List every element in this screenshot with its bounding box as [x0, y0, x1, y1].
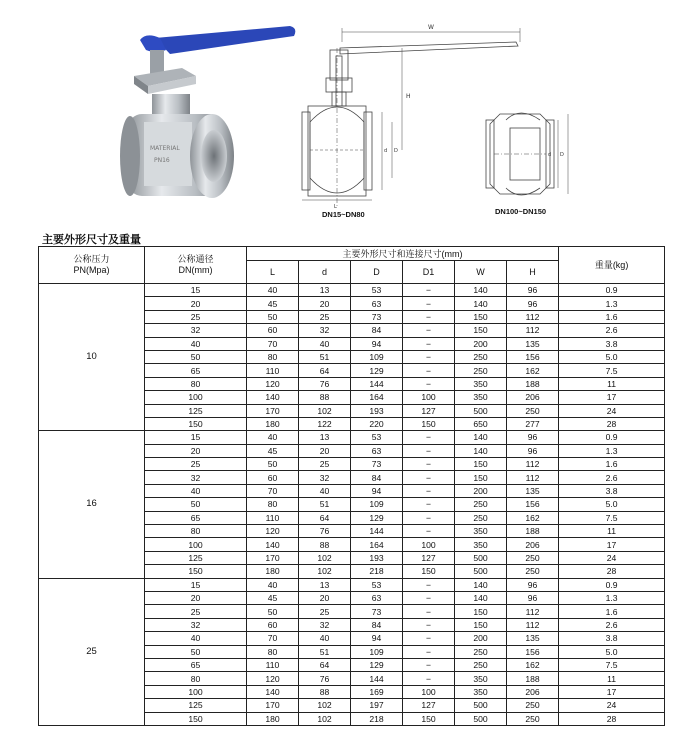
table-cell: 125 — [145, 551, 247, 564]
table-cell: − — [403, 377, 455, 390]
table-cell: 100 — [403, 538, 455, 551]
col-header-w: W — [455, 261, 507, 284]
table-cell: 112 — [507, 458, 559, 471]
table-cell: 20 — [299, 591, 351, 604]
table-cell: 277 — [507, 417, 559, 430]
table-cell: − — [403, 498, 455, 511]
table-cell: 50 — [145, 498, 247, 511]
table-cell: 96 — [507, 444, 559, 457]
table-cell: 0.9 — [559, 578, 665, 591]
table-cell: 2.6 — [559, 618, 665, 631]
table-cell: 40 — [299, 484, 351, 497]
table-cell: 94 — [351, 484, 403, 497]
table-cell: 50 — [145, 350, 247, 363]
table-cell: 169 — [351, 685, 403, 698]
table-cell: 180 — [247, 417, 299, 430]
table-cell: 135 — [507, 337, 559, 350]
table-cell: − — [403, 337, 455, 350]
table-cell: − — [403, 471, 455, 484]
table-cell: 250 — [507, 404, 559, 417]
table-cell: 32 — [145, 324, 247, 337]
table-cell: 94 — [351, 337, 403, 350]
col-header-d: D — [351, 261, 403, 284]
table-cell: 25 — [299, 605, 351, 618]
table-cell: − — [403, 284, 455, 297]
table-cell: 70 — [247, 632, 299, 645]
table-cell: − — [403, 658, 455, 671]
table-cell: 140 — [455, 578, 507, 591]
table-cell: 188 — [507, 377, 559, 390]
table-cell: 40 — [247, 284, 299, 297]
table-cell: 350 — [455, 391, 507, 404]
table-cell: 20 — [145, 591, 247, 604]
table-cell: − — [403, 525, 455, 538]
table-row — [39, 431, 665, 444]
col-header-d: d — [299, 261, 351, 284]
table-cell: − — [403, 605, 455, 618]
table-cell: 125 — [145, 404, 247, 417]
table-cell: 40 — [145, 337, 247, 350]
table-cell: 135 — [507, 484, 559, 497]
table-cell: 25 — [145, 458, 247, 471]
svg-text:PN16: PN16 — [154, 157, 170, 164]
table-cell: 140 — [455, 444, 507, 457]
table-cell: 156 — [507, 350, 559, 363]
table-cell: 150 — [455, 324, 507, 337]
table-cell: 250 — [455, 645, 507, 658]
table-cell: 1.6 — [559, 310, 665, 323]
table-cell: 45 — [247, 444, 299, 457]
table-cell: 76 — [299, 672, 351, 685]
col-header-pn: 公称压力 PN(Mpa) — [39, 247, 145, 284]
table-cell: 76 — [299, 377, 351, 390]
table-cell: 1.3 — [559, 444, 665, 457]
table-cell: 65 — [145, 364, 247, 377]
table-cell: 25 — [145, 310, 247, 323]
table-cell: 500 — [455, 712, 507, 725]
table-cell: 5.0 — [559, 645, 665, 658]
table-cell: 1.3 — [559, 297, 665, 310]
table-cell: 88 — [299, 538, 351, 551]
table-cell: 150 — [455, 605, 507, 618]
table-cell: 17 — [559, 391, 665, 404]
table-cell: 102 — [299, 551, 351, 564]
table-cell: 60 — [247, 618, 299, 631]
table-cell: 180 — [247, 565, 299, 578]
table-cell: 100 — [145, 538, 247, 551]
table-cell: 144 — [351, 672, 403, 685]
table-cell: 110 — [247, 364, 299, 377]
table-cell: 170 — [247, 699, 299, 712]
col-header-dn: 公称通径 DN(mm) — [145, 247, 247, 284]
table-cell: 32 — [145, 471, 247, 484]
table-cell: 350 — [455, 538, 507, 551]
table-cell: 25 — [299, 458, 351, 471]
pn-cell: 16 — [39, 431, 145, 578]
table-cell: 140 — [455, 284, 507, 297]
table-cell: 13 — [299, 431, 351, 444]
table-cell: 120 — [247, 525, 299, 538]
dim-l-label: L — [334, 204, 337, 210]
table-cell: 110 — [247, 658, 299, 671]
table-cell: 0.9 — [559, 431, 665, 444]
dim-d-label: D — [394, 148, 398, 154]
table-cell: 140 — [247, 391, 299, 404]
table-cell: 50 — [247, 605, 299, 618]
table-cell: 188 — [507, 672, 559, 685]
table-cell: 206 — [507, 685, 559, 698]
svg-text:MATERIAL: MATERIAL — [150, 145, 180, 152]
table-cell: 218 — [351, 712, 403, 725]
table-cell: 140 — [455, 591, 507, 604]
table-cell: − — [403, 591, 455, 604]
table-cell: 80 — [145, 377, 247, 390]
dimensions-table — [38, 246, 665, 726]
table-cell: 64 — [299, 511, 351, 524]
table-cell: 20 — [299, 297, 351, 310]
table-cell: 96 — [507, 591, 559, 604]
table-cell: 150 — [145, 565, 247, 578]
table-cell: 20 — [145, 297, 247, 310]
table-cell: 40 — [145, 632, 247, 645]
table-cell: 25 — [145, 605, 247, 618]
table-cell: − — [403, 578, 455, 591]
table-cell: 50 — [247, 310, 299, 323]
table-cell: 120 — [247, 377, 299, 390]
table-cell: 206 — [507, 538, 559, 551]
col-group-dimensions: 主要外形尺寸和连接尺寸(mm) — [247, 247, 559, 261]
table-cell: 164 — [351, 391, 403, 404]
pn-cell: 10 — [39, 284, 145, 431]
table-cell: 45 — [247, 591, 299, 604]
table-cell: 3.8 — [559, 632, 665, 645]
dim-d-label-2: D — [560, 152, 564, 158]
table-cell: 129 — [351, 658, 403, 671]
table-cell: − — [403, 458, 455, 471]
table-cell: 129 — [351, 364, 403, 377]
table-cell: 200 — [455, 632, 507, 645]
table-cell: 218 — [351, 565, 403, 578]
table-cell: 88 — [299, 391, 351, 404]
table-cell: − — [403, 364, 455, 377]
table-cell: 63 — [351, 591, 403, 604]
dim-h-label: H — [406, 93, 411, 100]
table-cell: 102 — [299, 712, 351, 725]
table-cell: 112 — [507, 310, 559, 323]
table-cell: 109 — [351, 498, 403, 511]
table-cell: 125 — [145, 699, 247, 712]
table-cell: 15 — [145, 578, 247, 591]
table-cell: 127 — [403, 699, 455, 712]
table-cell: 120 — [247, 672, 299, 685]
table-cell: 80 — [247, 645, 299, 658]
table-cell: 156 — [507, 498, 559, 511]
table-cell: 65 — [145, 511, 247, 524]
table-cell: 180 — [247, 712, 299, 725]
table-cell: 94 — [351, 632, 403, 645]
table-cell: 7.5 — [559, 364, 665, 377]
valve-photo — [100, 10, 310, 210]
table-cell: 250 — [455, 498, 507, 511]
table-cell: 500 — [455, 551, 507, 564]
table-cell: 188 — [507, 525, 559, 538]
table-cell: 140 — [455, 297, 507, 310]
table-cell: 350 — [455, 685, 507, 698]
table-cell: 350 — [455, 377, 507, 390]
table-cell: 109 — [351, 350, 403, 363]
table-cell: 110 — [247, 511, 299, 524]
table-cell: 45 — [247, 297, 299, 310]
table-cell: − — [403, 484, 455, 497]
table-cell: 109 — [351, 645, 403, 658]
table-cell: 73 — [351, 310, 403, 323]
table-cell: 200 — [455, 484, 507, 497]
table-cell: 84 — [351, 324, 403, 337]
table-cell: 13 — [299, 284, 351, 297]
table-cell: 96 — [507, 284, 559, 297]
table-cell: 150 — [455, 310, 507, 323]
table-cell: 17 — [559, 685, 665, 698]
table-cell: 53 — [351, 578, 403, 591]
table-cell: 650 — [455, 417, 507, 430]
table-cell: 7.5 — [559, 511, 665, 524]
table-cell: − — [403, 297, 455, 310]
pn-cell: 25 — [39, 578, 145, 725]
caption-dn100-dn150: DN100~DN150 — [495, 207, 547, 216]
table-cell: 5.0 — [559, 350, 665, 363]
table-cell: 156 — [507, 645, 559, 658]
table-cell: − — [403, 350, 455, 363]
table-cell: 20 — [145, 444, 247, 457]
table-cell: 1.6 — [559, 458, 665, 471]
table-cell: 162 — [507, 364, 559, 377]
table-cell: 150 — [403, 712, 455, 725]
table-cell: 102 — [299, 699, 351, 712]
table-cell: 500 — [455, 565, 507, 578]
table-cell: 140 — [247, 685, 299, 698]
table-cell: 53 — [351, 284, 403, 297]
table-cell: 193 — [351, 404, 403, 417]
table-cell: 127 — [403, 404, 455, 417]
table-cell: 250 — [455, 511, 507, 524]
table-cell: 150 — [145, 712, 247, 725]
col-header-d1: D1 — [403, 261, 455, 284]
table-cell: 51 — [299, 350, 351, 363]
table-cell: 73 — [351, 605, 403, 618]
table-cell: 129 — [351, 511, 403, 524]
table-cell: − — [403, 324, 455, 337]
table-cell: 84 — [351, 618, 403, 631]
table-cell: − — [403, 618, 455, 631]
table-cell: 150 — [145, 417, 247, 430]
table-cell: 11 — [559, 672, 665, 685]
table-cell: 112 — [507, 618, 559, 631]
table-cell: 164 — [351, 538, 403, 551]
table-cell: 50 — [247, 458, 299, 471]
table-cell: 53 — [351, 431, 403, 444]
table-cell: 40 — [247, 431, 299, 444]
table-cell: 250 — [455, 364, 507, 377]
table-cell: 200 — [455, 337, 507, 350]
table-cell: 32 — [299, 618, 351, 631]
table-cell: 96 — [507, 578, 559, 591]
table-cell: 100 — [145, 685, 247, 698]
table-cell: 250 — [507, 551, 559, 564]
table-cell: 250 — [455, 658, 507, 671]
table-cell: 150 — [455, 471, 507, 484]
table-cell: 197 — [351, 699, 403, 712]
table-row — [39, 578, 665, 591]
table-cell: − — [403, 632, 455, 645]
table-cell: 24 — [559, 404, 665, 417]
table-cell: 100 — [145, 391, 247, 404]
table-cell: 28 — [559, 417, 665, 430]
dim-w-label: W — [428, 24, 434, 31]
table-cell: 162 — [507, 511, 559, 524]
table-cell: − — [403, 645, 455, 658]
dim-d-small-label: d — [384, 148, 388, 154]
table-cell: 144 — [351, 525, 403, 538]
table-cell: 7.5 — [559, 658, 665, 671]
table-cell: 32 — [145, 618, 247, 631]
table-cell: 40 — [299, 632, 351, 645]
table-cell: 96 — [507, 297, 559, 310]
table-cell: 51 — [299, 498, 351, 511]
caption-dn15-dn80: DN15~DN80 — [322, 210, 365, 219]
table-cell: 64 — [299, 364, 351, 377]
table-cell: 76 — [299, 525, 351, 538]
table-cell: 15 — [145, 431, 247, 444]
section-title: 主要外形尺寸及重量 — [42, 233, 141, 246]
table-cell: 40 — [247, 578, 299, 591]
table-cell: 60 — [247, 471, 299, 484]
table-cell: 80 — [145, 672, 247, 685]
table-cell: 350 — [455, 525, 507, 538]
table-cell: 32 — [299, 324, 351, 337]
drawing-dn100-dn150 — [480, 100, 590, 218]
table-cell: 150 — [403, 417, 455, 430]
table-cell: 24 — [559, 699, 665, 712]
table-cell: 250 — [507, 699, 559, 712]
table-cell: 250 — [507, 565, 559, 578]
table-cell: 0.9 — [559, 284, 665, 297]
table-cell: 73 — [351, 458, 403, 471]
table-cell: 11 — [559, 525, 665, 538]
table-cell: 144 — [351, 377, 403, 390]
table-cell: 150 — [455, 458, 507, 471]
table-cell: 3.8 — [559, 484, 665, 497]
table-cell: 70 — [247, 337, 299, 350]
table-cell: 20 — [299, 444, 351, 457]
col-header-h: H — [507, 261, 559, 284]
table-cell: 220 — [351, 417, 403, 430]
col-header-weight: 重量(kg) — [559, 247, 665, 284]
table-cell: 2.6 — [559, 324, 665, 337]
table-cell: 13 — [299, 578, 351, 591]
table-cell: 80 — [145, 525, 247, 538]
table-cell: − — [403, 431, 455, 444]
table-cell: 112 — [507, 471, 559, 484]
table-cell: 64 — [299, 658, 351, 671]
table-cell: 112 — [507, 605, 559, 618]
table-cell: 3.8 — [559, 337, 665, 350]
table-cell: 17 — [559, 538, 665, 551]
table-cell: 11 — [559, 377, 665, 390]
table-cell: 350 — [455, 672, 507, 685]
table-cell: 250 — [455, 350, 507, 363]
table-cell: 63 — [351, 297, 403, 310]
col-header-l: L — [247, 261, 299, 284]
table-cell: 80 — [247, 498, 299, 511]
table-cell: 88 — [299, 685, 351, 698]
table-cell: 162 — [507, 658, 559, 671]
table-cell: 127 — [403, 551, 455, 564]
table-cell: 112 — [507, 324, 559, 337]
table-cell: − — [403, 672, 455, 685]
dim-d-small-label-2: d — [548, 152, 552, 158]
table-cell: 32 — [299, 471, 351, 484]
table-cell: 84 — [351, 471, 403, 484]
table-cell: 96 — [507, 431, 559, 444]
table-cell: 1.6 — [559, 605, 665, 618]
table-cell: 1.3 — [559, 591, 665, 604]
table-cell: 80 — [247, 350, 299, 363]
table-cell: 25 — [299, 310, 351, 323]
table-cell: 24 — [559, 551, 665, 564]
table-cell: 170 — [247, 551, 299, 564]
table-cell: 102 — [299, 565, 351, 578]
table-cell: − — [403, 444, 455, 457]
table-cell: 140 — [247, 538, 299, 551]
table-cell: 51 — [299, 645, 351, 658]
table-cell: 70 — [247, 484, 299, 497]
table-cell: 102 — [299, 404, 351, 417]
table-cell: 65 — [145, 658, 247, 671]
table-cell: 500 — [455, 699, 507, 712]
table-cell: 193 — [351, 551, 403, 564]
table-cell: 150 — [403, 565, 455, 578]
table-cell: 100 — [403, 685, 455, 698]
table-cell: 250 — [507, 712, 559, 725]
table-cell: 63 — [351, 444, 403, 457]
table-row — [39, 284, 665, 297]
table-cell: 40 — [145, 484, 247, 497]
table-cell: 2.6 — [559, 471, 665, 484]
table-cell: 15 — [145, 284, 247, 297]
table-cell: 150 — [455, 618, 507, 631]
table-cell: − — [403, 511, 455, 524]
table-cell: 60 — [247, 324, 299, 337]
table-cell: 135 — [507, 632, 559, 645]
table-cell: 5.0 — [559, 498, 665, 511]
table-cell: 122 — [299, 417, 351, 430]
table-cell: 50 — [145, 645, 247, 658]
table-cell: 40 — [299, 337, 351, 350]
table-cell: − — [403, 310, 455, 323]
table-cell: 28 — [559, 712, 665, 725]
table-cell: 28 — [559, 565, 665, 578]
table-cell: 100 — [403, 391, 455, 404]
table-cell: 206 — [507, 391, 559, 404]
table-cell: 170 — [247, 404, 299, 417]
table-cell: 140 — [455, 431, 507, 444]
table-cell: 500 — [455, 404, 507, 417]
